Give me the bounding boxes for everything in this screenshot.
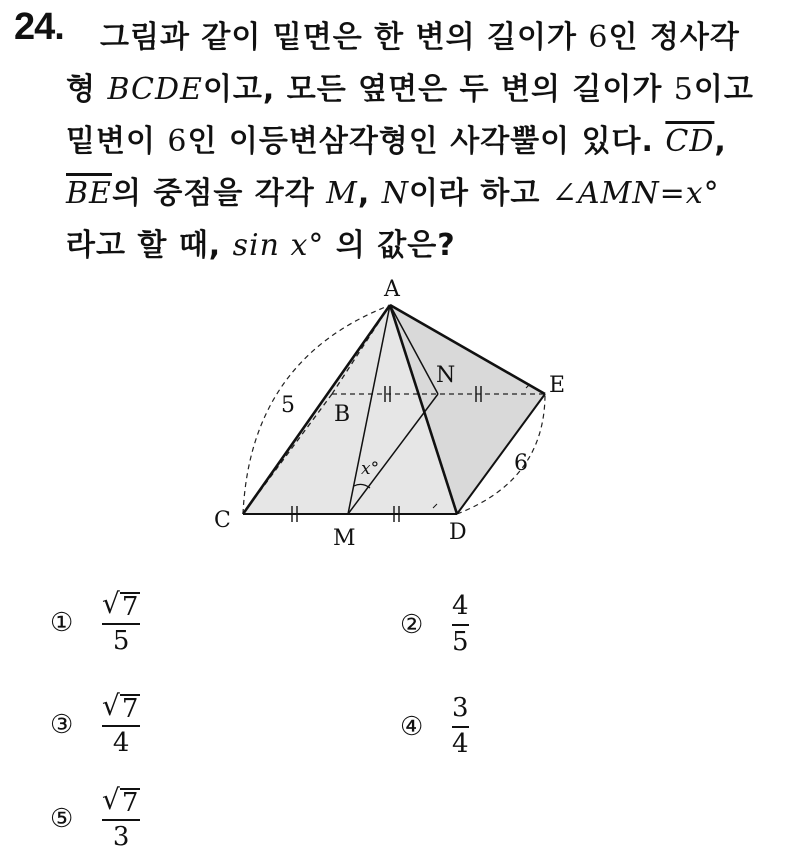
label-e: E — [549, 373, 566, 398]
sqrt: √ 7 — [102, 689, 139, 724]
choice-number: ① — [50, 607, 74, 638]
label-m: M — [333, 526, 356, 551]
fraction — [102, 690, 140, 759]
label-base-length: 6 — [514, 451, 528, 476]
text-segment: 이라 하고 — [408, 176, 552, 211]
question-line-5 — [66, 220, 456, 264]
sqrt: √ 7 — [102, 783, 139, 818]
number-six: 6 — [588, 20, 609, 55]
text-segment: 그림과 같이 밑면은 한 변의 길이가 — [100, 20, 589, 55]
numerator: 3 — [452, 693, 469, 723]
point-n: N — [381, 176, 409, 211]
sine-expression: sin x° — [232, 228, 325, 263]
angle-expression: ∠AMN=x° — [551, 176, 720, 211]
text-segment: 인 이등변삼각형인 사각뿔이 있다. — [187, 124, 666, 159]
pyramid-figure — [200, 270, 600, 560]
choice-number: ② — [400, 609, 424, 640]
numerator: 4 — [452, 591, 469, 621]
denominator: 4 — [112, 728, 130, 759]
fraction — [102, 784, 140, 853]
point-m: M — [326, 176, 358, 211]
text-segment: 이고, 모든 옆면은 두 변의 길이가 — [202, 72, 674, 107]
choice-number: ③ — [50, 709, 74, 740]
label-c: C — [214, 508, 231, 533]
text-segment: 의 중점을 각각 — [111, 176, 327, 211]
text-segment: 인 정사각 — [608, 20, 740, 55]
text-segment: 이고 — [693, 72, 754, 107]
choice-5[interactable] — [50, 784, 140, 853]
square-name: BCDE — [107, 72, 203, 107]
choice-1[interactable] — [50, 588, 140, 657]
number-six: 6 — [167, 124, 188, 159]
denominator: 4 — [452, 728, 469, 759]
label-edge-length: 5 — [281, 393, 295, 418]
label-b: B — [334, 402, 351, 427]
fraction — [452, 592, 469, 658]
question-number: 24. — [14, 6, 64, 48]
segment-cd: $\overline{CD}$ — [665, 124, 715, 159]
question-line-1 — [100, 12, 740, 56]
fraction — [452, 694, 469, 760]
text-segment: 라고 할 때, — [66, 228, 233, 263]
fraction — [102, 588, 140, 657]
choice-number: ④ — [400, 711, 424, 742]
choice-4[interactable] — [400, 694, 469, 760]
question-line-2 — [66, 64, 754, 108]
text-segment: , — [714, 124, 727, 159]
choice-3[interactable] — [50, 690, 140, 759]
label-a: A — [384, 277, 400, 302]
denominator: 3 — [112, 822, 130, 853]
question-line-4 — [66, 168, 720, 212]
sqrt: √ 7 — [102, 587, 139, 622]
denominator: 5 — [452, 626, 469, 657]
segment-be: $\overline{BE}$ — [66, 176, 112, 211]
text-segment: 형 — [66, 72, 108, 107]
text-segment: 밑변이 — [66, 124, 168, 159]
choice-number: ⑤ — [50, 803, 74, 834]
label-d: D — [449, 520, 467, 545]
label-n: N — [436, 363, 456, 388]
label-angle: x° — [361, 459, 380, 479]
text-segment: , — [357, 176, 382, 211]
text-segment: 의 값은? — [324, 228, 456, 263]
number-five: 5 — [673, 72, 694, 107]
denominator: 5 — [112, 626, 130, 657]
question-line-3 — [66, 116, 727, 160]
choice-2[interactable] — [400, 592, 469, 658]
